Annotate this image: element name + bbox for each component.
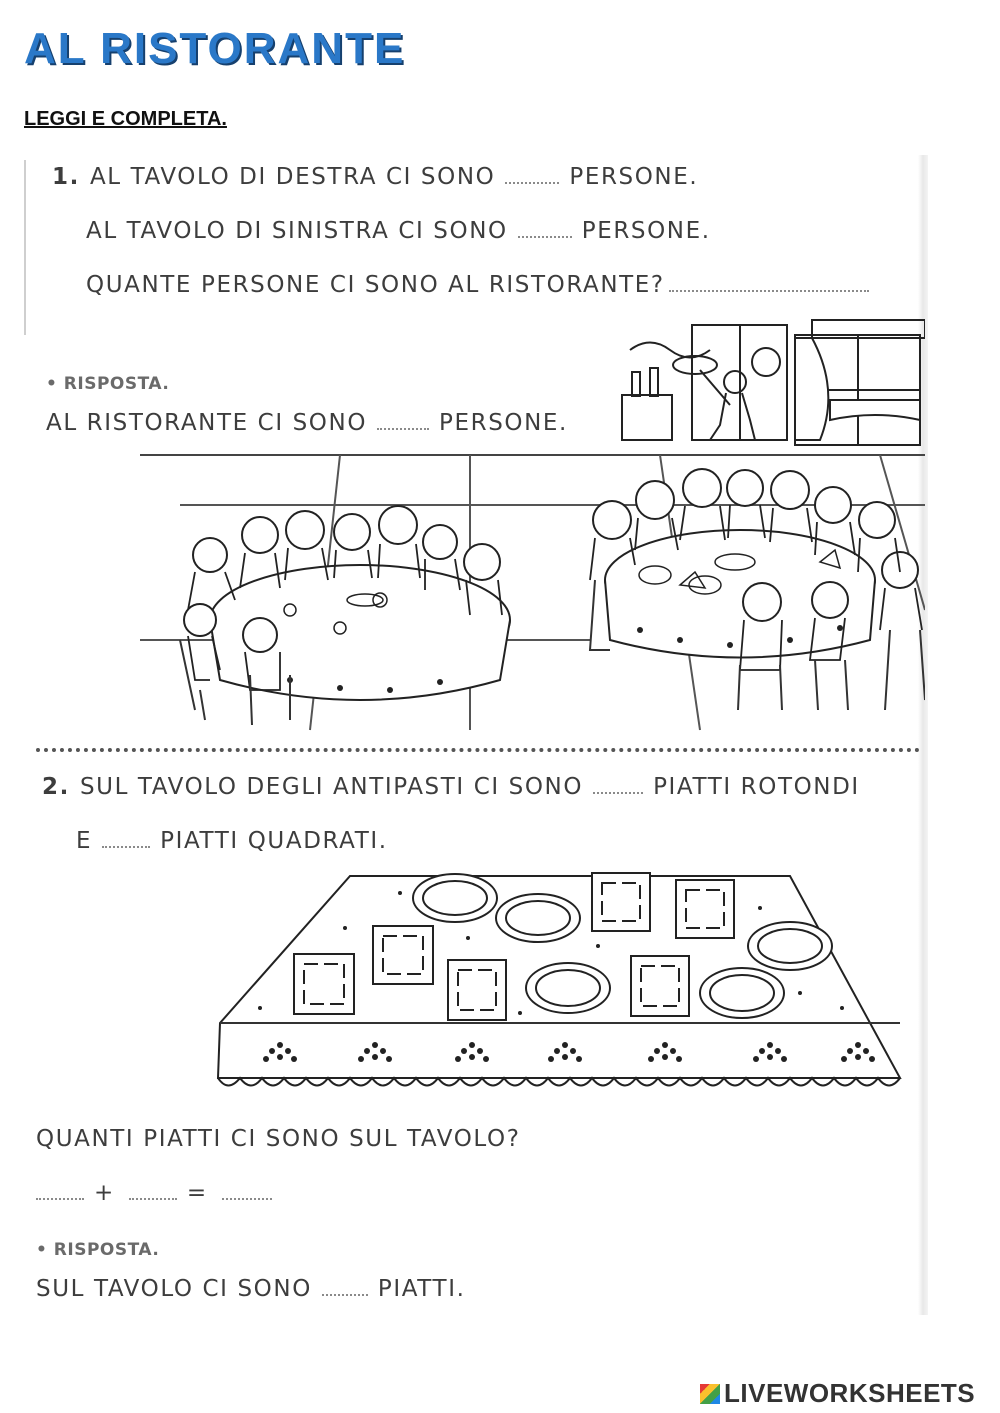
ex2-question: QUANTI PIATTI CI SONO SUL TAVOLO? bbox=[36, 1126, 521, 1152]
ex1-question: QUANTE PERSONE CI SONO AL RISTORANTE? bbox=[86, 272, 879, 298]
ex2-number: 2. bbox=[42, 774, 70, 800]
ex2-blank-answer[interactable] bbox=[322, 1280, 368, 1296]
section-divider bbox=[36, 748, 920, 752]
plates-table-illustration bbox=[210, 868, 910, 1108]
ex1-blank-question[interactable] bbox=[669, 276, 869, 292]
ex1-number: 1. bbox=[52, 164, 80, 190]
ex2-blank-addend1[interactable] bbox=[36, 1184, 84, 1200]
page-title: AL RISTORANTE bbox=[24, 24, 406, 73]
ex2-blank-round[interactable] bbox=[593, 778, 643, 794]
ex1-blank-left-table[interactable] bbox=[518, 222, 572, 238]
margin-line bbox=[24, 160, 26, 335]
ex1-answer-label: • RISPOSTA. bbox=[46, 374, 170, 394]
ex1-blank-right-table[interactable] bbox=[505, 168, 559, 184]
ex2-answer: SUL TAVOLO CI SONO PIATTI. bbox=[36, 1276, 466, 1302]
liveworksheets-icon bbox=[700, 1384, 720, 1404]
instruction: LEGGI E COMPLETA. bbox=[24, 108, 227, 130]
ex2-blank-square[interactable] bbox=[102, 832, 150, 848]
ex2-answer-label: • RISPOSTA. bbox=[36, 1240, 160, 1260]
ex2-line2: E PIATTI QUADRATI. bbox=[76, 828, 388, 854]
liveworksheets-logo[interactable]: LIVEWORKSHEETS bbox=[700, 1378, 975, 1409]
ex1-line2: AL TAVOLO DI SINISTRA CI SONO PERSONE. bbox=[86, 218, 711, 244]
ex2-equation: + = bbox=[36, 1180, 282, 1206]
ex2-blank-addend2[interactable] bbox=[129, 1184, 177, 1200]
ex1-answer: AL RISTORANTE CI SONO PERSONE. bbox=[46, 410, 568, 436]
ex1-line1: 1. AL TAVOLO DI DESTRA CI SONO PERSONE. bbox=[52, 164, 699, 190]
ex2-blank-sum[interactable] bbox=[222, 1184, 272, 1200]
restaurant-illustration bbox=[140, 310, 925, 740]
ex2-line1: 2. SUL TAVOLO DEGLI ANTIPASTI CI SONO PIATTI ROTONDI bbox=[42, 774, 860, 800]
